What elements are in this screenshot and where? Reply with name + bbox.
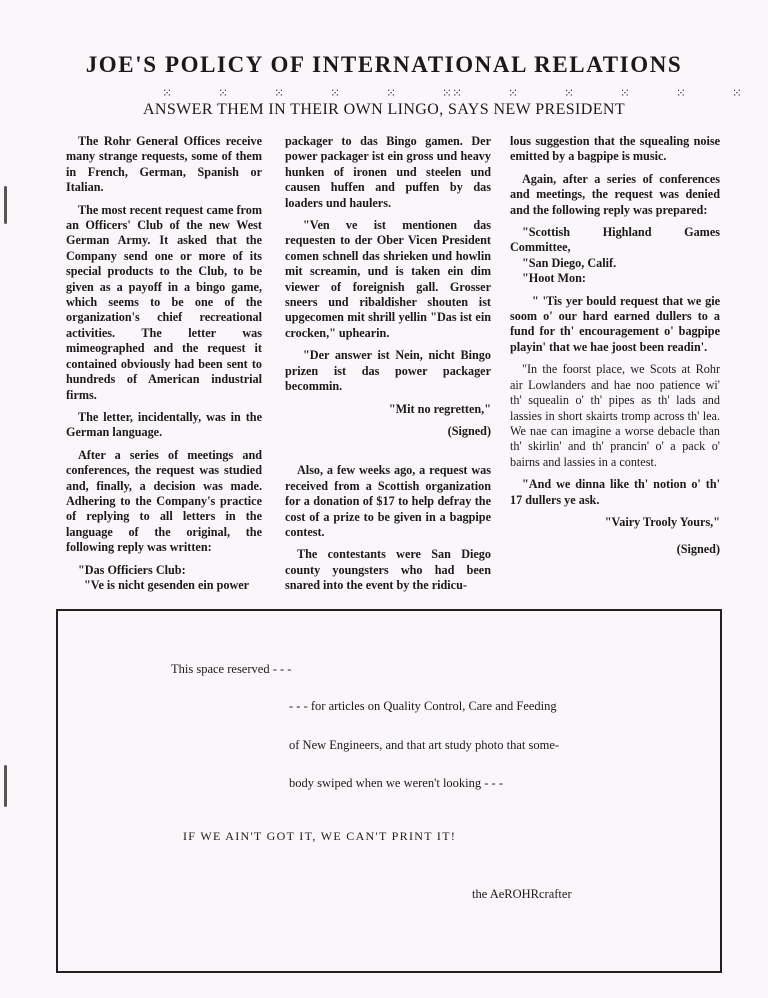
reserved-space-box [56,609,722,973]
binder-hole-mark [4,186,7,224]
signature: (Signed) [447,423,491,438]
box-text-line: body swiped when we weren't looking - - - [289,776,504,790]
subheadline: ANSWER THEM IN THEIR OWN LINGO, SAYS NEW PRESIDENT [142,101,626,118]
letter-closing: "Mit no regretten," [388,401,491,416]
paragraph: "And we dinna like th' notion o' th' 17 dullers ye ask. [510,477,720,507]
box-text-line: - - - for articles on Quality Control, Care and Feeding [289,699,557,713]
paragraph: packager to das Bingo gamen. Der power packager ist ein gross und heavy hunken of ironen und steelen und causen huffen and puffen by das loaders und haulers. [285,134,491,210]
ornament: ⁙ [507,86,519,100]
letter-salutation: "Das Officiers Club: [78,562,186,577]
box-text-line: of New Engineers, and that art study photo that some- [289,738,560,752]
paragraph: "Ve is nicht gesenden ein power [84,577,250,592]
paragraph: " 'Tis yer bould request that we gie soom o' our hard earned dullers to a fund for th' encouragement o' bagpipe playin' that we hae joost been readin'. [510,293,720,354]
paragraph: lous suggestion that the squealing noise emitted by a bagpipe is music. [510,134,720,164]
letter-closing: "Vairy Trooly Yours," [604,514,720,529]
box-signature: the AeROHRcrafter [472,887,572,901]
paragraph: "Der answer ist Nein, nicht Bingo prizen ist das power packager becommin. [285,348,491,394]
ornament: ⁙ [162,86,173,100]
article-column-2 [285,134,491,601]
ornament-row [162,86,742,101]
letter-address: "Scottish Highland Games Committee, [510,225,720,255]
ornament: ⁙ [619,86,630,100]
paragraph: After a series of meetings and conferences, the request was studied and, finally, a decision was made. Adhering to the Company's practice of replying to all letters in the language of the original, the following reply was written: [66,447,262,555]
ornament: ⁙⁙ [441,86,463,100]
binder-hole-mark [4,765,7,807]
paragraph: The contestants were San Diego county youngsters who had been snared into the event by the ridicu- [285,547,491,593]
ornament: ⁙ [329,86,341,100]
letter-address: "San Diego, Calif. [522,255,617,270]
article-column-1 [66,134,262,600]
paragraph: "In the foorst place, we Scots at Rohr air Lowlanders and hae noo patience wi' th' squealin o' th' pipes as th' lads and lassies in short skairts tromp across th' lea. We nae can imagine a worse debacle than th' skirlin' and th' prancin' o' a pack o' bairns and lassies in a contest. [510,362,720,469]
ornament: ⁙ [563,86,574,100]
letter-salutation: "Hoot Mon: [522,271,586,286]
ornament: ⁙ [273,86,285,100]
ornament: ⁙ [675,86,686,100]
ornament: ⁙ [217,86,229,100]
paragraph: The letter, incidentally, was in the German language. [66,409,262,440]
page-title: JOE'S POLICY OF INTERNATIONAL RELATIONS [85,52,683,77]
ornament: ⁙ [731,86,742,100]
paragraph: Also, a few weeks ago, a request was received from a Scottish organization for a donation of $17 to help defray the cost of a prize to be given in a bagpipe contest. [285,463,491,539]
article-column-3 [510,134,720,565]
paragraph: "Ven ve ist mentionen das requesten to der Ober Vicen President comen schnell das shrieken und howlin mit screamin, und is taken ein dim viewer of foreignish gall. Grosser sneers und ribaldisher shouten ist upgecomen mit shrill yellin "Das ist ein crocken," uphearin. [285,218,491,340]
paragraph: Again, after a series of conferences and meetings, the request was denied and the following reply was prepared: [510,171,720,217]
ornament: ⁙ [385,86,396,100]
box-slogan: IF WE AIN'T GOT IT, WE CAN'T PRINT IT! [183,829,457,843]
paragraph: The most recent request came from an Officers' Club of the new West German Army. It asked that the Company send one or more of its special products to the Club, to be given as a payoff in a bingo game, which seems to be one of the organization's chief recreational activities. The letter was mimeographed and the request it contained obviously had been sent to hundreds of American industrial firms. [66,202,262,402]
box-text-line: This space reserved - - - [171,662,292,676]
signature: (Signed) [676,542,720,557]
paragraph: The Rohr General Offices receive many strange requests, some of them in French, German, Spanish or Italian. [66,134,262,195]
